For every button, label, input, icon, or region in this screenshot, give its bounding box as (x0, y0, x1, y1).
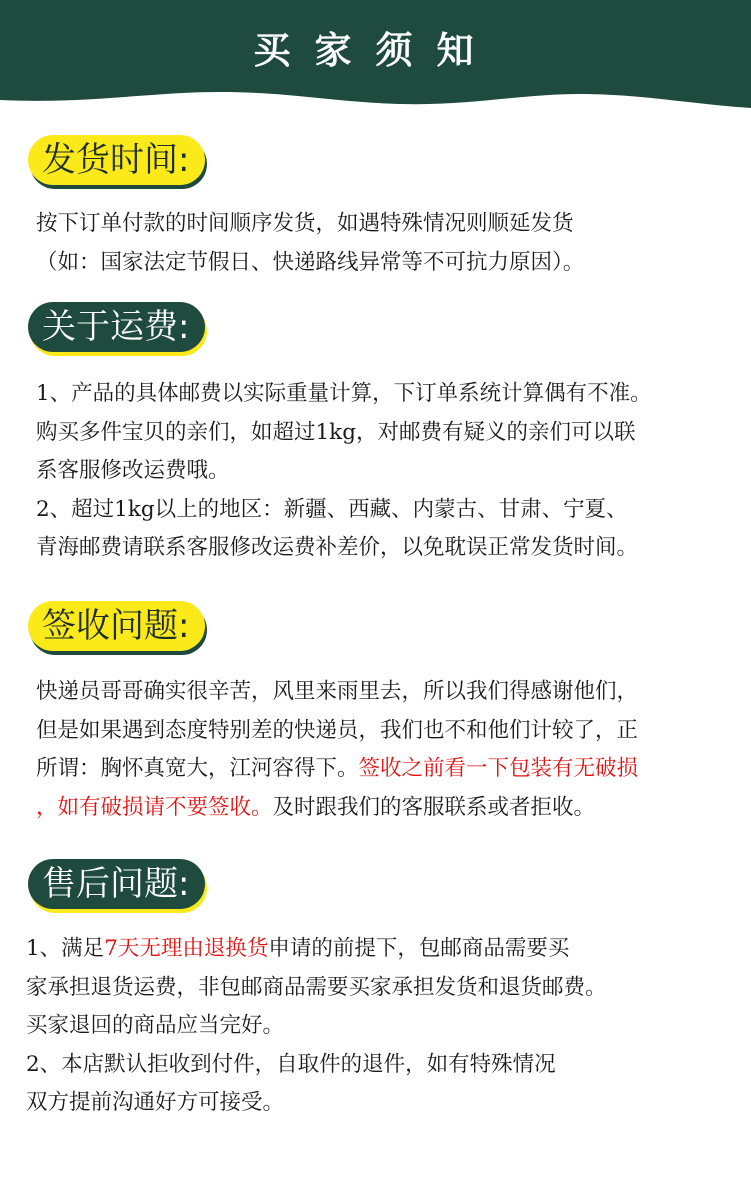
text-line: 买家退回的商品应当完好。 (26, 1013, 285, 1038)
shipping-time-text (36, 205, 584, 282)
text-normal: 及时跟我们的客服联系或者拒收。 (272, 794, 596, 820)
after-sales-text (26, 930, 607, 1123)
text-line: 2、本店默认拒收到付件，自取件的退件，如有特殊情况 (26, 1051, 556, 1077)
signing-text (36, 673, 638, 827)
text-line: 家承担退货运费，非包邮商品需要买家承担发货和退货邮费。 (26, 974, 607, 1000)
after-sales-heading: 售后问题: (28, 859, 205, 909)
text-line: 2、超过1kg以上的地区：新疆、西藏、内蒙古、甘肃、宁夏、 (36, 496, 628, 522)
text-normal: 所谓：胸怀真宽大，江河容得下。 (36, 756, 359, 781)
text-line: 快递员哥哥确实很辛苦，风里来雨里去，所以我们得感谢他们， (36, 679, 639, 704)
text-line (36, 789, 638, 828)
text-line: 双方提前沟通好方可接受。 (26, 1090, 285, 1115)
text-line: 但是如果遇到态度特别差的快递员，我们也不和他们计较了，正 (36, 717, 639, 743)
banner-title: 买家须知 (253, 28, 498, 72)
header-banner (0, 0, 751, 118)
text-line: （如：国家法定节假日、快递路线异常等不可抗力原因）。 (36, 249, 585, 275)
text-line (36, 750, 638, 789)
signing-heading: 签收问题: (28, 601, 205, 651)
highlight-text: 7天无理由退换货 (104, 936, 269, 961)
text-line: 系客服修改运费哦。 (36, 458, 230, 483)
shipping-time-heading: 发货时间: (28, 135, 205, 185)
text-normal: 1、满足 (26, 936, 105, 961)
freight-text (36, 375, 652, 568)
text-line: 按下订单付款的时间顺序发货，如遇特殊情况则顺延发货 (36, 211, 574, 236)
highlight-text: 签收之前看一下包装有无破损 (358, 756, 639, 781)
text-normal: 申请的前提下，包邮商品需要买 (268, 936, 570, 961)
text-line: 1、产品的具体邮费以实际重量计算，下订单系统计算偶有不准。 (36, 381, 652, 406)
freight-heading: 关于运费: (28, 302, 205, 352)
text-line (26, 930, 607, 969)
highlight-text: ，如有破损请不要签收。 (36, 794, 273, 820)
text-line: 购买多件宝贝的亲们，如超过1kg，对邮费有疑义的亲们可以联 (36, 419, 636, 445)
text-line: 青海邮费请联系客服修改运费补差价，以免耽误正常发货时间。 (36, 535, 639, 560)
